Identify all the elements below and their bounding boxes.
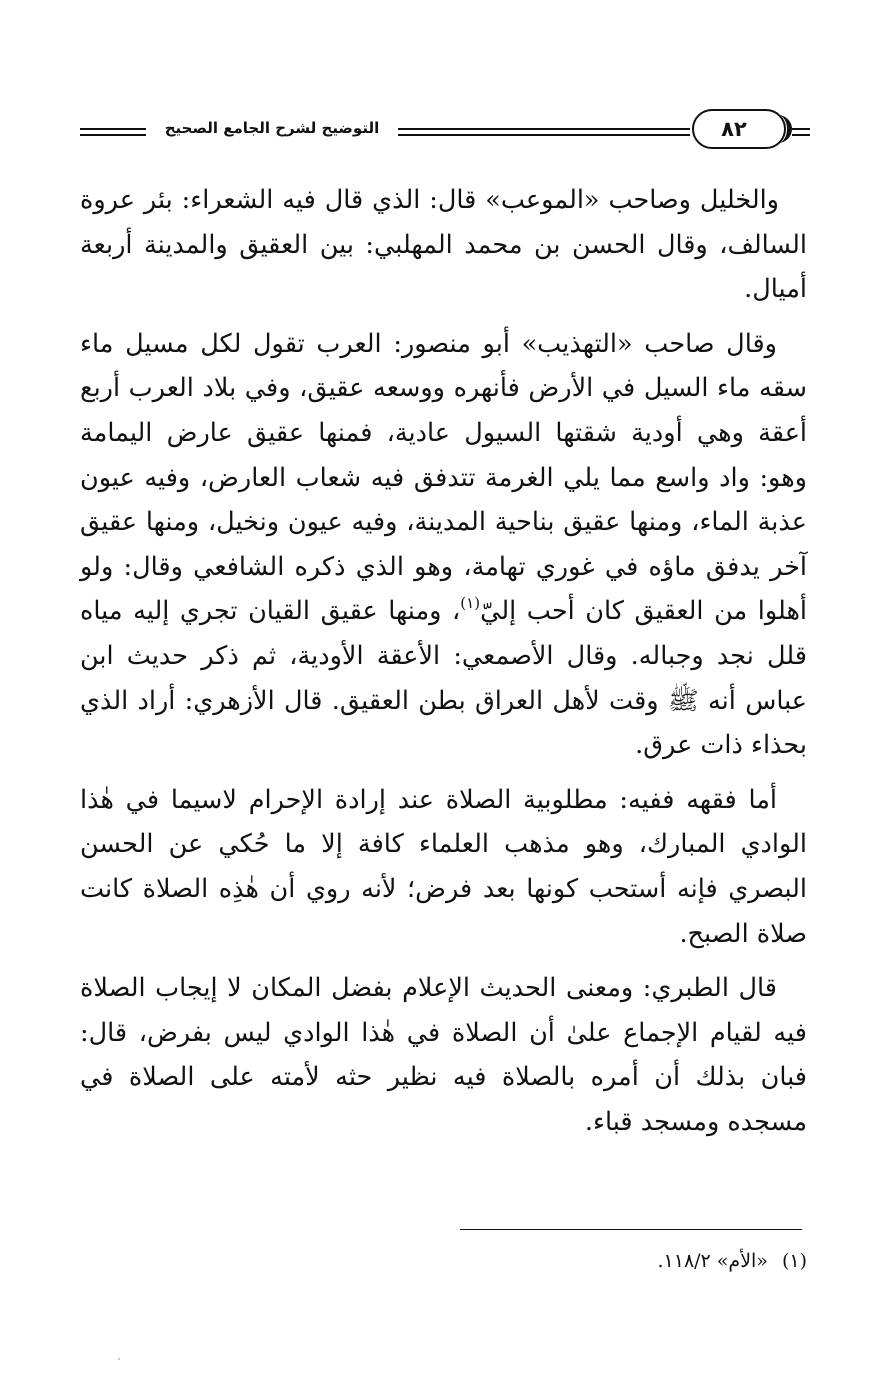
badge-ornament <box>767 115 792 143</box>
paragraph-3: أما فقهه ففيه: مطلوبية الصلاة عند إرادة الإحرام لاسيما في هٰذا الوادي المبارك، وهو مذهب العلماء كافة إلا ما حُكي عن الحسن البصري فإنه أستحب كونها بعد فرض؛ لأنه روي أن هٰذِه الصلاة كانت صلاة الصبح. <box>80 784 807 949</box>
header-rule-right <box>792 128 810 130</box>
paragraph-2-part-2: ، ومنها عقيق القيان تجري إليه مياه قلل نجد وجباله. وقال الأصمعي: الأعقة الأودية، ثم ذكر حديث ابن عباس أنه ﷺ وقت لأهل العراق بطن العقيق. قال الأزهري: أراد الذي بحذاء ذات عرق. <box>80 596 807 761</box>
header-rule-left <box>80 128 146 130</box>
footnote-text: «الأم» ١١٨/٢. <box>657 1250 768 1272</box>
footnote-number: (١) <box>781 1250 807 1272</box>
running-header <box>80 108 810 160</box>
page-number-badge <box>692 109 786 149</box>
footnote-reference[interactable]: (١) <box>460 594 481 613</box>
footnote-separator <box>460 1229 802 1230</box>
running-title: التوضيح لشرح الجامع الصحيح <box>164 119 380 137</box>
main-text <box>80 178 807 1154</box>
paragraph-2 <box>80 322 807 768</box>
footnote-1 <box>440 1246 807 1276</box>
paragraph-4: قال الطبري: ومعنى الحديث الإعلام بفضل المكان لا إيجاب الصلاة فيه لقيام الإجماع علىٰ أن الصلاة في هٰذا الوادي ليس بفرض، قال: فبان بذلك أن أمره بالصلاة فيه نظير حثه لأمته على الصلاة في مسجده ومسجد قباء. <box>80 973 807 1137</box>
paragraph-1: والخليل وصاحب «الموعب» قال: الذي قال فيه الشعراء: بئر عروة السالف، وقال الحسن بن محمد المهلبي: بين العقيق والمدينة أربعة أميال. <box>80 185 807 305</box>
header-rule-middle <box>398 128 690 130</box>
page-number: ٨٢ <box>721 117 747 141</box>
scan-speck <box>118 1358 120 1360</box>
paragraph-2-part-1: وقال صاحب «التهذيب» أبو منصور: العرب تقول لكل مسيل ماء سقه ماء السيل في الأرض فأنهره ووسعه عقيق، وفي بلاد العرب أربع أعقة وهي أودية شقتها السيول عادية، فمنها عقيق عارض اليمامة وهو: واد واسع مما يلي الغرمة تتدفق فيه شعاب العارض، وفيه عيون عذبة الماء، ومنها عقيق بناحية المدينة، وفيه عيون ونخيل، ومنها عقيق آخر يدفق ماؤه في غوري تهامة، وهو الذي ذكره الشافعي وقال: ولو أهلوا من العقيق كان أحب إليّ <box>80 328 807 627</box>
